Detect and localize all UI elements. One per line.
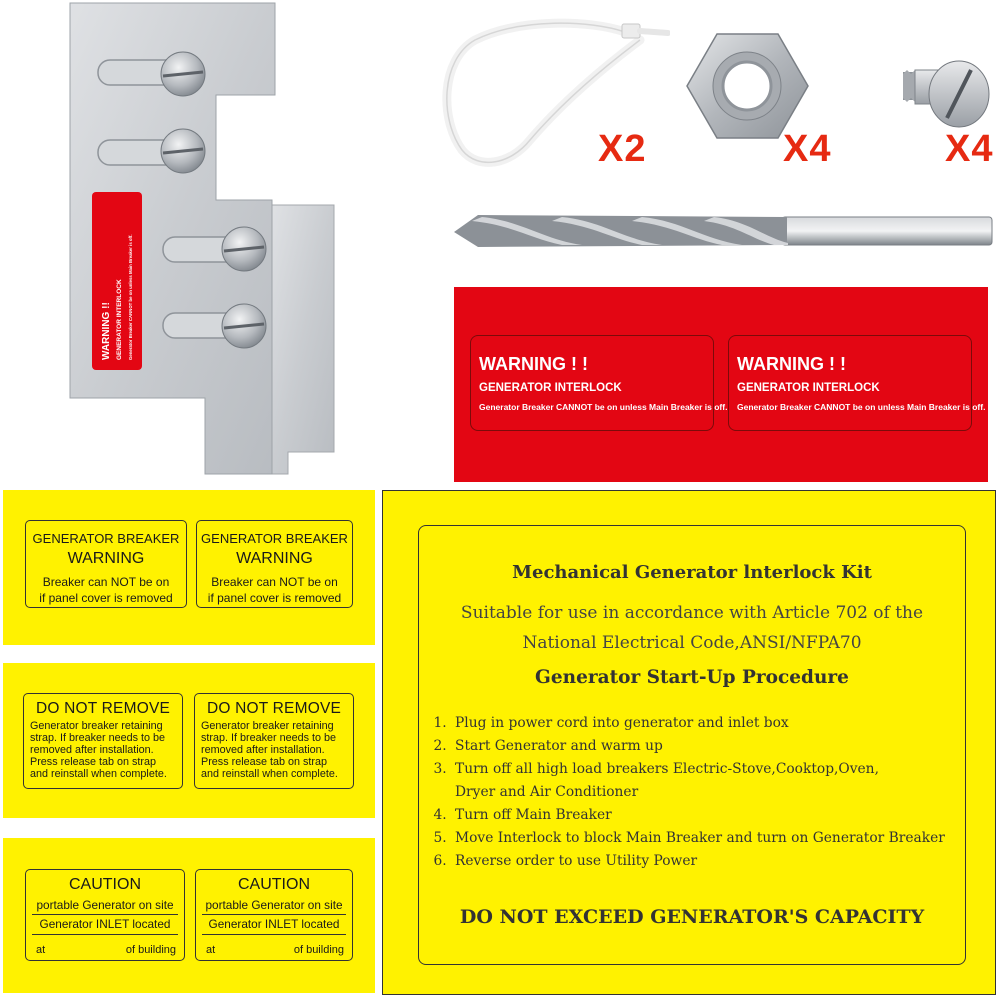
label-line: WARNING [236, 550, 313, 567]
red-warning-sheet [454, 287, 988, 482]
label-line: if panel cover is removed [207, 591, 342, 605]
plate-sticker-title: WARNING !! [101, 302, 112, 360]
red-label-title: WARNING ! ! [737, 354, 846, 374]
do-not-remove-sheet [3, 663, 375, 818]
procedure-step: 3. Turn off all high load breakers Electric-Stove,Cooktop,Oven, Dryer and Air Conditioner [451, 758, 885, 804]
label-at: at [206, 944, 216, 956]
label-line: WARNING [67, 550, 145, 567]
generator-breaker-label [25, 520, 187, 608]
red-label-title: WARNING ! ! [479, 354, 588, 374]
label-line: Generator INLET located [202, 917, 346, 935]
label-building: of building [293, 944, 344, 956]
do-not-remove-label [194, 693, 354, 789]
label-title: CAUTION [238, 876, 310, 893]
instruction-label [418, 525, 966, 965]
plate-screw [161, 52, 205, 96]
subtitle-line: National Electrical Code,ANSI/NFPA70 [522, 633, 862, 653]
caution-label [195, 869, 353, 961]
plate-screw [222, 227, 266, 271]
procedure-title: Generator Start-Up Procedure [535, 667, 849, 688]
hex-nut-quantity: X4 [783, 128, 832, 170]
label-line: GENERATOR BREAKER [32, 531, 180, 546]
plate-sticker-text: Generator Breaker CANNOT be on unless Main Breaker is off. [128, 234, 133, 360]
procedure-step: 6. Reverse order to use Utility Power [451, 850, 945, 873]
label-line: if panel cover is removed [39, 591, 173, 605]
procedure-step: 1. Plug in power cord into generator and inlet box [451, 712, 945, 735]
instruction-sheet [382, 490, 996, 995]
label-title: CAUTION [69, 876, 141, 893]
red-label-text: Generator Breaker CANNOT be on unless Main Breaker is off. [479, 402, 728, 412]
drill-bit-image [452, 205, 994, 257]
interlock-plate [60, 0, 350, 480]
label-body: Generator breaker retaining strap. If breaker needs to be removed after installation. Press release tab on strap and reinstall when complete. [201, 720, 338, 780]
label-line: Breaker can NOT be on [42, 575, 170, 589]
procedure-steps [423, 712, 945, 873]
red-label-subtitle: GENERATOR INTERLOCK [479, 382, 622, 394]
procedure-step: 5. Move Interlock to block Main Breaker and turn on Generator Breaker [451, 827, 945, 850]
generator-breaker-label [196, 520, 353, 608]
shoulder-screw-image [895, 60, 995, 132]
label-body: Generator breaker retaining strap. If breaker needs to be removed after installation. Press release tab on strap and reinstall when complete. [30, 720, 167, 780]
instruction-title: Mechanical Generator lnterlock Kit [512, 562, 872, 583]
label-line: Generator INLET located [32, 917, 178, 935]
procedure-step: 2. Start Generator and warm up [451, 735, 945, 758]
red-label-text: Generator Breaker CANNOT be on unless Main Breaker is off. [737, 402, 986, 412]
red-warning-label [728, 335, 986, 431]
procedure-step: 4. Turn off Main Breaker [451, 804, 945, 827]
caution-sheet [3, 838, 375, 993]
hex-nut-image [685, 30, 810, 142]
label-line: GENERATOR BREAKER [201, 531, 348, 546]
capacity-warning: DO NOT EXCEED GENERATOR'S CAPACITY [459, 906, 925, 928]
do-not-remove-label [23, 693, 183, 789]
generator-breaker-sheet [3, 490, 375, 645]
plate-screw [161, 129, 205, 173]
label-line: portable Generator on site [32, 898, 178, 915]
subtitle-line: Suitable for use in accordance with Article 702 of the [460, 603, 924, 623]
red-warning-label [470, 335, 728, 431]
screw-quantity: X4 [945, 128, 994, 170]
instruction-subtitle [419, 598, 965, 658]
red-label-subtitle: GENERATOR INTERLOCK [737, 382, 880, 394]
label-line: Breaker can NOT be on [211, 575, 338, 589]
label-title: DO NOT REMOVE [35, 700, 171, 717]
label-at: at [36, 944, 46, 956]
label-title: DO NOT REMOVE [206, 700, 342, 717]
plate-sticker-subtitle: GENERATOR INTERLOCK [116, 279, 123, 360]
zip-tie-quantity: X2 [598, 128, 647, 170]
plate-screw [222, 304, 266, 348]
label-building: of building [125, 944, 176, 956]
caution-label [25, 869, 185, 961]
label-line: portable Generator on site [202, 898, 346, 915]
